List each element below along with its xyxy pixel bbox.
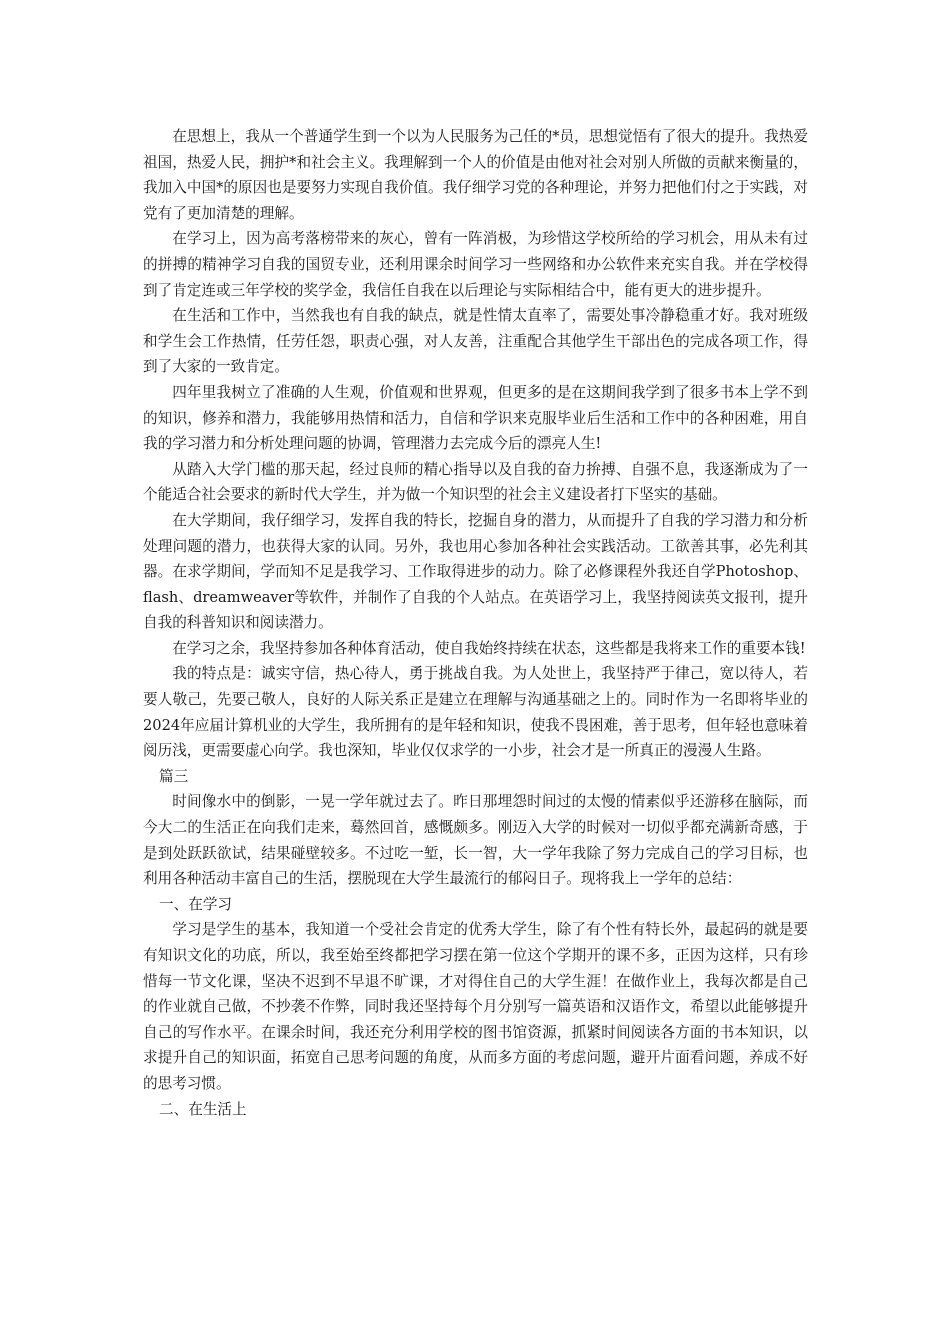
paragraph: 从踏入大学门槛的那天起，经过良师的精心指导以及自我的奋力拚搏、自强不息，我逐渐成为了一个能适合社会要求的新时代大学生，并为做一个知识型的社会主义建设者打下坚实的基础。: [143, 460, 808, 504]
paragraph: 我的特点是：诚实守信，热心待人，勇于挑战自我。为人处世上，我坚持严于律己，宽以待人，若要人敬己，先要己敬人，良好的人际关系正是建立在理解与沟通基础之上的。同时作为一名即将毕业的2024年应届计算机业的大学生，我所拥有的是年轻和知识，使我不畏困难，善于思考，但年轻也意味着阅历浅，更需要虚心向学。我也深知，毕业仅仅求学的一小步，社会才是一所真正的漫漫人生路。: [143, 665, 808, 760]
section-heading: 二、在生活上: [159, 1100, 247, 1118]
section-title: 篇三: [159, 767, 189, 785]
document-page: [143, 124, 808, 1122]
paragraph: 学习是学生的基本，我知道一个受社会肯定的优秀大学生，除了有个性有特长外，最起码的就是要有知识文化的功底，所以，我至始至终都把学习摆在第一位这个学期开的课不多，正因为这样，只有珍惜每一节文化课，坚决不迟到不早退不旷课，才对得住自己的大学生涯！在做作业上，我每次都是自己的作业就自己做，不抄袭不作弊，同时我还坚持每个月分别写一篇英语和汉语作文，希望以此能够提升自己的写作水平。在课余时间，我还充分利用学校的图书馆资源，抓紧时间阅读各方面的书本知识，以求提升自己的知识面，拓宽自己思考问题的角度，从而多方面的考虑问题，避开片面看问题，养成不好的思考习惯。: [143, 921, 808, 1092]
section-heading: 一、在学习: [159, 895, 233, 913]
paragraph: 在思想上，我从一个普通学生到一个以为人民服务为己任的*员，思想觉悟有了很大的提升。我热爱祖国，热爱人民，拥护*和社会主义。我理解到一个人的价值是由他对社会对别人所做的贡献来衡量的，我加入中国*的原因也是要努力实现自我价值。我仔细学习党的各种理论，并努力把他们付之于实践，对党有了更加清楚的理解。: [143, 128, 808, 222]
paragraph: 在学习之余，我坚持参加各种体育活动，使自我始终持续在状态，这些都是我将来工作的重要本钱!: [172, 639, 806, 657]
paragraph: 在生活和工作中，当然我也有自我的缺点，就是性情太直率了，需要处事冷静稳重才好。我对班级和学生会工作热情，任劳任怨，职责心强，对人友善，注重配合其他学生干部出色的完成各项工作，得到了大家的一致肯定。: [143, 307, 808, 376]
paragraph: 四年里我树立了准确的人生观，价值观和世界观，但更多的是在这期间我学到了很多书本上学不到的知识，修养和潜力，我能够用热情和活力，自信和学识来克服毕业后生活和工作中的各种困难，用自我的学习潜力和分析处理问题的协调，管理潜力去完成今后的漂亮人生!: [143, 383, 808, 453]
paragraph: 在大学期间，我仔细学习，发挥自我的特长，挖掘自身的潜力，从而提升了自我的学习潜力和分析处理问题的潜力，也获得大家的认同。另外，我也用心参加各种社会实践活动。工欲善其事，必先利其器。在求学期间，学而知不足是我学习、工作取得进步的动力。除了必修课程外我还自学Photoshop、flash、dreamweaver等软件，并制作了自我的个人站点。在英语学习上，我坚持阅读英文报刊，提升自我的科普知识和阅读潜力。: [143, 511, 808, 632]
paragraph: 在学习上，因为高考落榜带来的灰心，曾有一阵消极，为珍惜这学校所给的学习机会，用从未有过的拼搏的精神学习自我的国贸专业，还利用课余时间学习一些网络和办公软件来充实自我。并在学校得到了肯定连或三年学校的奖学金，我信任自我在以后理论与实际相结合中，能有更大的进步提升。: [143, 230, 808, 299]
paragraph: 时间像水中的倒影，一晃一学年就过去了。昨日那埋怨时间过的太慢的情素似乎还游移在脑际，而今大二的生活正在向我们走来，蓦然回首，感慨颇多。刚迈入大学的时候对一切似乎都充满新奇感，于是到处跃跃欲试，结果碰壁较多。不过吃一堑，长一智，大一学年我除了努力完成自己的学习目标，也利用各种活动丰富自己的生活，摆脱现在大学生最流行的郁闷日子。现将我上一学年的总结：: [143, 793, 808, 888]
